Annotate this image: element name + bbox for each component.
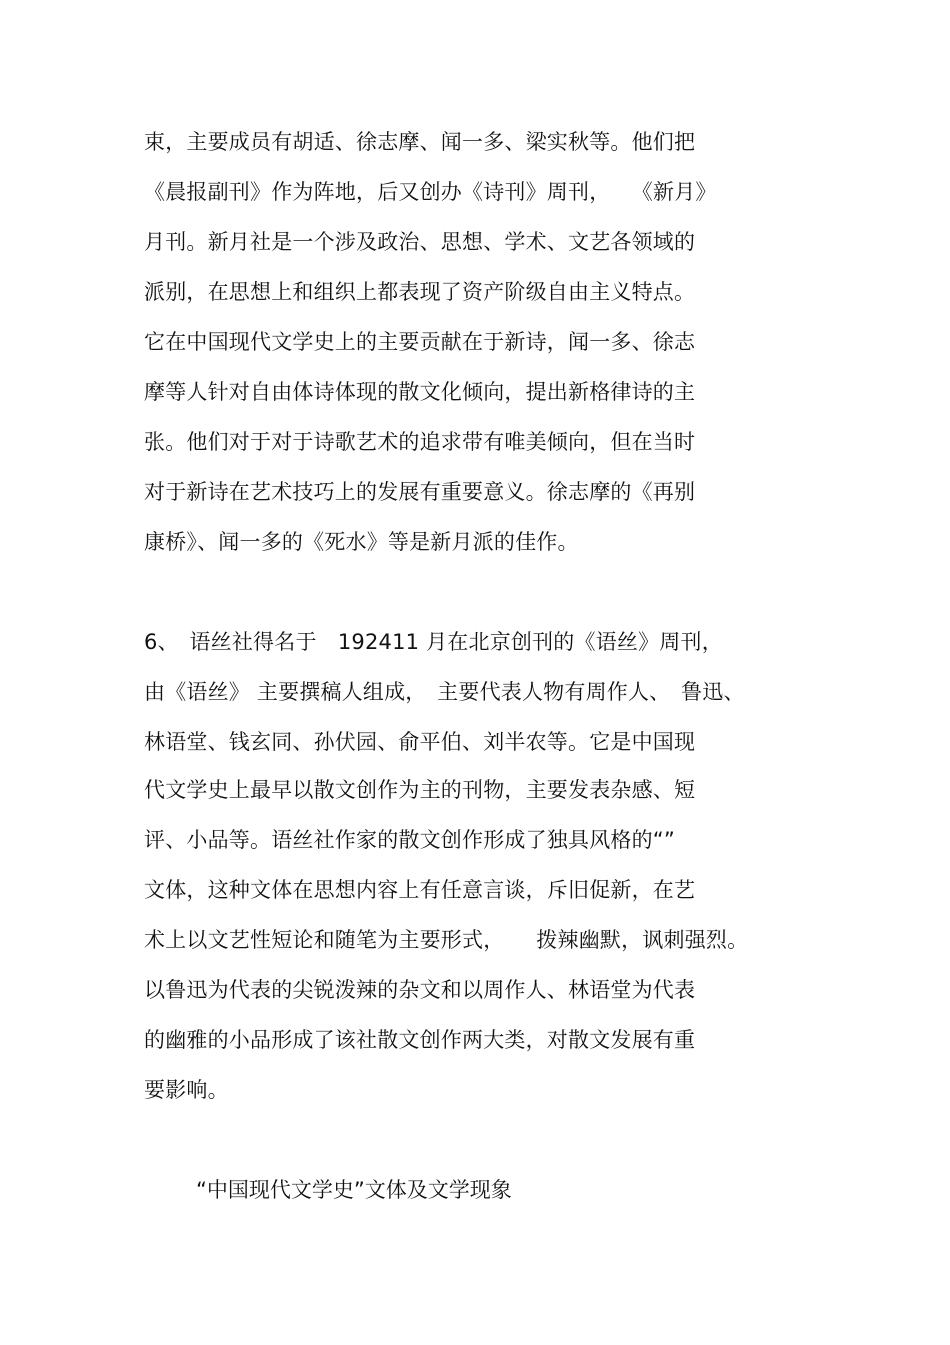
text-line: 对于新诗在艺术技巧上的发展有重要意义。徐志摩的《再别 [144, 480, 696, 504]
text-line: 6、 语丝社得名于 192411 月在北京创刊的《语丝》周刊， [144, 630, 723, 654]
text-line: 文体，这种文体在思想内容上有任意言谈，斥旧促新，在艺 [144, 878, 696, 902]
text-line: 摩等人针对自由体诗体现的散文化倾向，提出新格律诗的主 [144, 380, 696, 404]
text-line: 束，主要成员有胡适、徐志摩、闻一多、梁实秋等。他们把 [144, 130, 696, 154]
text-line: 的幽雅的小品形成了该社散文创作两大类，对散文发展有重 [144, 1028, 696, 1052]
text-line: 《晨报副刊》作为阵地，后又创办《诗刊》周刊， 《新月》 [144, 180, 717, 204]
text-line: 林语堂、钱玄同、孙伏园、俞平伯、刘半农等。它是中国现 [144, 730, 696, 754]
text-line: 派别，在思想上和组织上都表现了资产阶级自由主义特点。 [144, 280, 696, 304]
text-line: 评、小品等。语丝社作家的散文创作形成了独具风格的“” [144, 828, 675, 852]
text-line: 术上以文艺性短论和随笔为主要形式， 拨辣幽默，讽刺强烈。 [144, 928, 749, 952]
text-line: 它在中国现代文学史上的主要贡献在于新诗，闻一多、徐志 [144, 330, 696, 354]
text-line: 以鲁迅为代表的尖锐泼辣的杂文和以周作人、林语堂为代表 [144, 978, 696, 1002]
text-line: 要影响。 [144, 1078, 229, 1102]
text-line: 由《语丝》 主要撰稿人组成， 主要代表人物有周作人、 鲁迅、 [144, 680, 745, 704]
text-line: 张。他们对于对于诗歌艺术的追求带有唯美倾向，但在当时 [144, 430, 696, 454]
section-heading: “中国现代文学史”文体及文学现象 [196, 1178, 512, 1202]
text-line: 康桥》、闻一多的《死水》等是新月派的佳作。 [144, 530, 579, 554]
text-line: 代文学史上最早以散文创作为主的刊物，主要发表杂感、短 [144, 778, 696, 802]
text-line: 月刊。新月社是一个涉及政治、思想、学术、文艺各领域的 [144, 230, 696, 254]
